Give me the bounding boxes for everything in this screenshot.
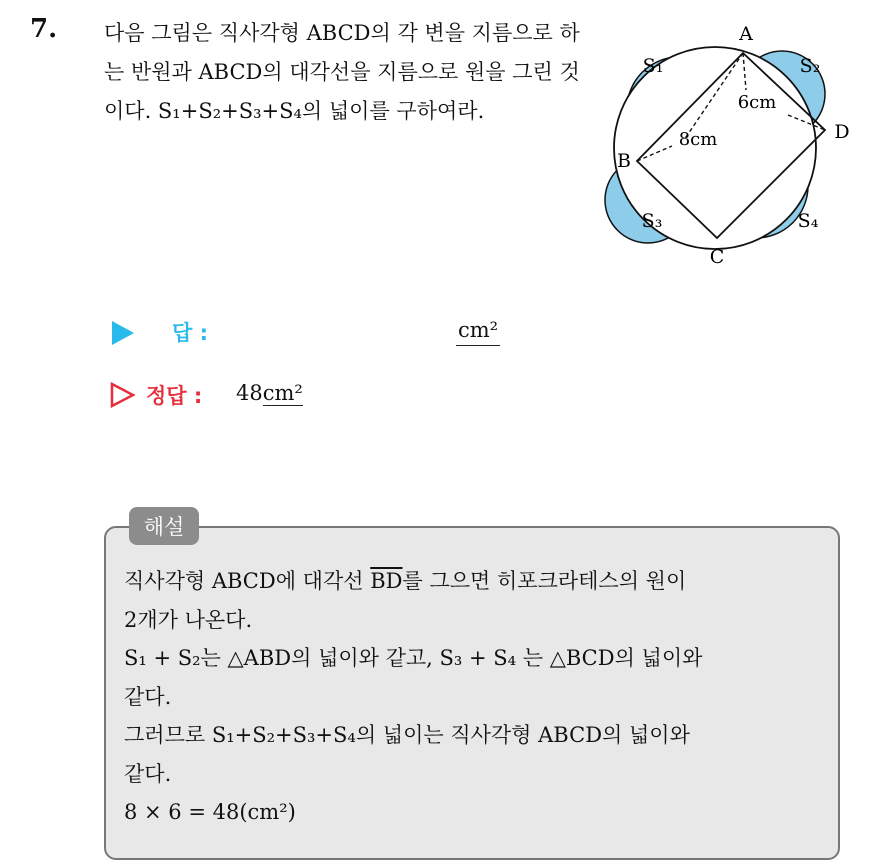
correct-value-group <box>236 378 303 408</box>
lune-s4 <box>704 134 808 238</box>
correct-answer-row <box>110 378 410 414</box>
explanation-tag: 해설 <box>129 507 199 545</box>
length-6cm: 6cm <box>737 92 777 113</box>
label-c: C <box>709 246 725 268</box>
explanation-line-5: 그러므로 S₁+S₂+S₃+S₄의 넓이는 직사각형 ABCD의 넓이와 <box>124 723 690 747</box>
label-s2: S₂ <box>799 55 821 77</box>
segment-bd: $\overline{BD}$ <box>370 569 403 593</box>
correct-value: 48 <box>236 381 263 405</box>
label-d: D <box>834 121 850 143</box>
label-s3: S₃ <box>641 210 663 232</box>
dash-bd-left <box>637 146 672 161</box>
correct-label: 정답 : <box>146 384 203 408</box>
correct-marker-icon <box>110 382 136 408</box>
answer-marker-icon <box>112 321 134 345</box>
dash-ad-right <box>788 115 825 130</box>
length-8cm: 8cm <box>678 129 718 150</box>
dash-ad-top <box>743 53 746 90</box>
explanation-line-6: 같다. <box>124 761 172 786</box>
explanation-line-7: 8 × 6 = 48(cm²) <box>124 800 296 824</box>
hippocrates-figure <box>600 20 870 270</box>
dash-ab <box>684 53 743 140</box>
answer-row <box>112 315 532 351</box>
explanation-line-1-post: 를 그으면 히포크라테스의 원이 <box>402 569 687 593</box>
answer-label: 답 : <box>172 321 208 345</box>
explanation-line-4: 같다. <box>124 684 172 709</box>
label-s4: S₄ <box>797 210 819 232</box>
label-a: A <box>739 23 753 45</box>
explanation-body <box>124 562 830 832</box>
label-s1: S₁ <box>642 55 664 77</box>
explanation-line-1 <box>124 562 830 601</box>
question-number: 7. <box>30 14 58 44</box>
explanation-line-2: 2개가 나온다. <box>124 607 253 632</box>
correct-unit: cm² <box>262 381 303 405</box>
question-text: 다음 그림은 직사각형 ABCD의 각 변을 지름으로 하는 반원과 ABCD의 대각선을 지름으로 원을 그린 것이다. S₁+S₂+S₃+S₄의 넓이를 구하여라. <box>104 21 580 123</box>
answer-unit: cm² <box>456 315 500 346</box>
explanation-line-3: S₁ + S₂는 △ABD의 넓이와 같고, S₃ + S₄ 는 △BCD의 넓이와 <box>124 646 703 670</box>
label-b: B <box>617 150 631 172</box>
explanation-line-1-pre: 직사각형 ABCD에 대각선 <box>124 569 371 593</box>
